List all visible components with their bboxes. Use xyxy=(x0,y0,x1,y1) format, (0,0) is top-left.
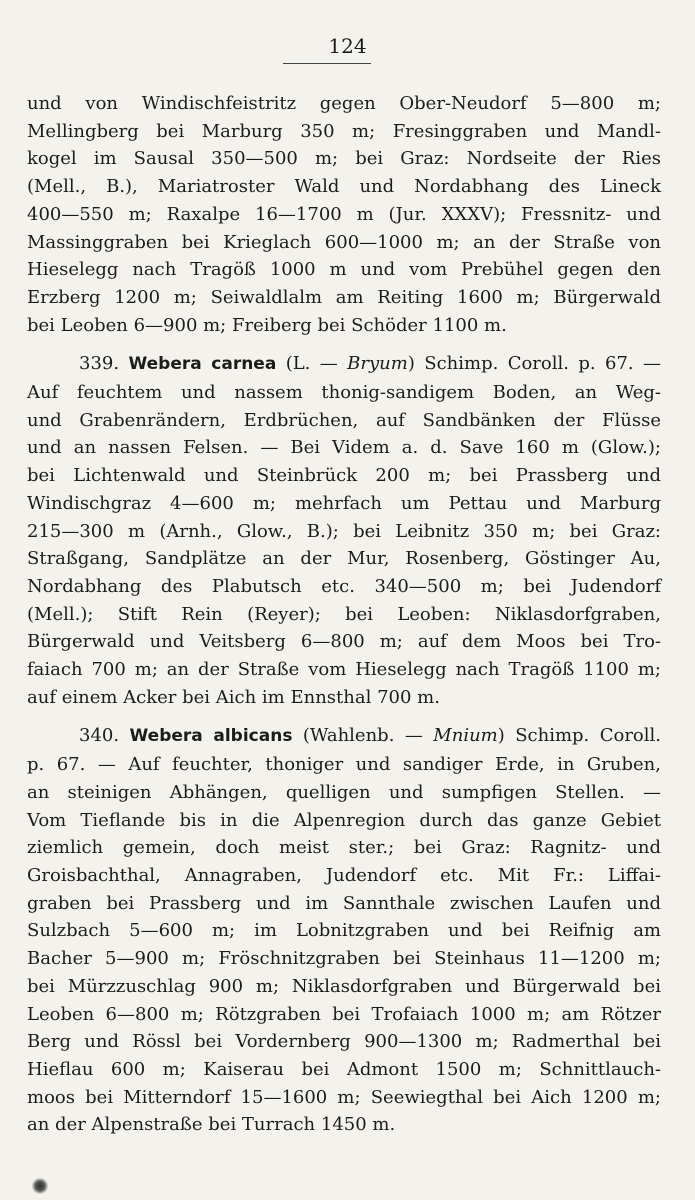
synonym: Mnium xyxy=(433,725,498,747)
text-line: Bürgerwald und Veitsberg 6—800 m; auf dem Moos bei Tro- xyxy=(27,631,661,653)
synonym: Bryum xyxy=(347,353,408,375)
text-line: Straßgang, Sandplätze an der Mur, Rosenberg, Göstinger Au, xyxy=(27,548,661,570)
text-line: graben bei Prassberg und im Sannthale zwischen Laufen und xyxy=(27,892,661,914)
author-open: (Wahlenb. — xyxy=(302,725,434,747)
text-line: Auf feuchtem und nassem thonig-sandigem Boden, an Weg- xyxy=(27,382,661,404)
text-line: Hieflau 600 m; Kaiserau bei Admont 1500 m; Schnittlauch- xyxy=(27,1058,661,1080)
text-line: faiach 700 m; an der Straße vom Hieselegg nach Tragöß 1100 m; xyxy=(27,659,661,681)
species-name: Webera carnea xyxy=(128,354,277,375)
page-number: 124 xyxy=(328,34,367,58)
entry-340 xyxy=(27,722,661,1139)
continuation-paragraph xyxy=(27,90,661,339)
text-line: (Mell., B.), Mariatroster Wald und Nordabhang des Lineck xyxy=(27,176,661,198)
text-line: an der Alpenstraße bei Turrach 1450 m. xyxy=(27,1114,396,1136)
text-line: Groisbachthal, Annagraben, Judendorf etc. Mit Fr.: Liffai- xyxy=(27,864,661,886)
text-line: und an nassen Felsen. — Bei Videm a. d. Save 160 m (Glow.); xyxy=(27,437,661,459)
entry-number: 340. xyxy=(79,725,120,747)
page-body xyxy=(27,90,661,1139)
author-open: (L. — xyxy=(285,353,348,375)
text-line: p. 67. — Auf feuchter, thoniger und sandiger Erde, in Gruben, xyxy=(27,754,661,776)
entry-339 xyxy=(27,350,661,711)
text-line: ziemlich gemein, doch meist ster.; bei Graz: Ragnitz- und xyxy=(27,837,661,859)
text-line: 215—300 m (Arnh., Glow., B.); bei Leibnitz 350 m; bei Graz: xyxy=(27,520,661,542)
text-line: und von Windischfeistritz gegen Ober-Neudorf 5—800 m; xyxy=(27,93,661,114)
text-line: bei Lichtenwald und Steinbrück 200 m; bei Prassberg und xyxy=(27,465,661,487)
text-line: Hieselegg nach Tragöß 1000 m und vom Prebühel gegen den xyxy=(27,259,661,281)
text-line: Massinggraben bei Krieglach 600—1000 m; an der Straße von xyxy=(27,231,661,253)
author-close: ) Schimp. Coroll. xyxy=(497,725,661,747)
text-line: an steinigen Abhängen, quelligen und sumpfigen Stellen. — xyxy=(27,781,661,803)
text-line: Bacher 5—900 m; Fröschnitzgraben bei Steinhaus 11—1200 m; xyxy=(27,948,661,970)
entry-heading xyxy=(27,722,661,751)
text-line: bei Leoben 6—900 m; Freiberg bei Schöder 1100 m. xyxy=(27,314,507,336)
text-line: (Mell.); Stift Rein (Reyer); bei Leoben: Niklasdorfgraben, xyxy=(27,603,661,625)
page-number-rule xyxy=(283,63,371,64)
text-line: bei Mürzzuschlag 900 m; Niklasdorfgraben und Bürgerwald bei xyxy=(27,975,661,997)
text-line: Berg und Rössl bei Vordernberg 900—1300 m; Radmerthal bei xyxy=(27,1031,661,1053)
text-line: auf einem Acker bei Aich im Ennsthal 700 m. xyxy=(27,686,440,708)
ink-smudge xyxy=(32,1178,48,1194)
entry-heading xyxy=(27,350,661,379)
text-line: kogel im Sausal 350—500 m; bei Graz: Nordseite der Ries xyxy=(27,148,661,170)
text-line: Sulzbach 5—600 m; im Lobnitzgraben und bei Reifnig am xyxy=(27,920,661,942)
text-line: Windischgraz 4—600 m; mehrfach um Pettau und Marburg xyxy=(27,492,661,514)
species-name: Webera albicans xyxy=(129,726,293,747)
entry-number: 339. xyxy=(79,353,120,375)
text-line: Vom Tieflande bis in die Alpenregion durch das ganze Gebiet xyxy=(27,809,661,831)
text-line: Nordabhang des Plabutsch etc. 340—500 m; bei Judendorf xyxy=(27,575,661,597)
text-line: Leoben 6—800 m; Rötzgraben bei Trofaiach 1000 m; am Rötzer xyxy=(27,1003,661,1025)
text-line: moos bei Mitterndorf 15—1600 m; Seewiegthal bei Aich 1200 m; xyxy=(27,1086,661,1108)
text-line: Mellingberg bei Marburg 350 m; Fresinggraben und Mandl- xyxy=(27,120,661,142)
text-line: 400—550 m; Raxalpe 16—1700 m (Jur. XXXV); Fressnitz- und xyxy=(27,203,661,225)
text-line: Erzberg 1200 m; Seiwaldlalm am Reiting 1600 m; Bürgerwald xyxy=(27,286,661,308)
author-close: ) Schimp. Coroll. p. 67. — xyxy=(407,353,661,375)
text-line: und Grabenrändern, Erdbrüchen, auf Sandbänken der Flüsse xyxy=(27,409,661,431)
